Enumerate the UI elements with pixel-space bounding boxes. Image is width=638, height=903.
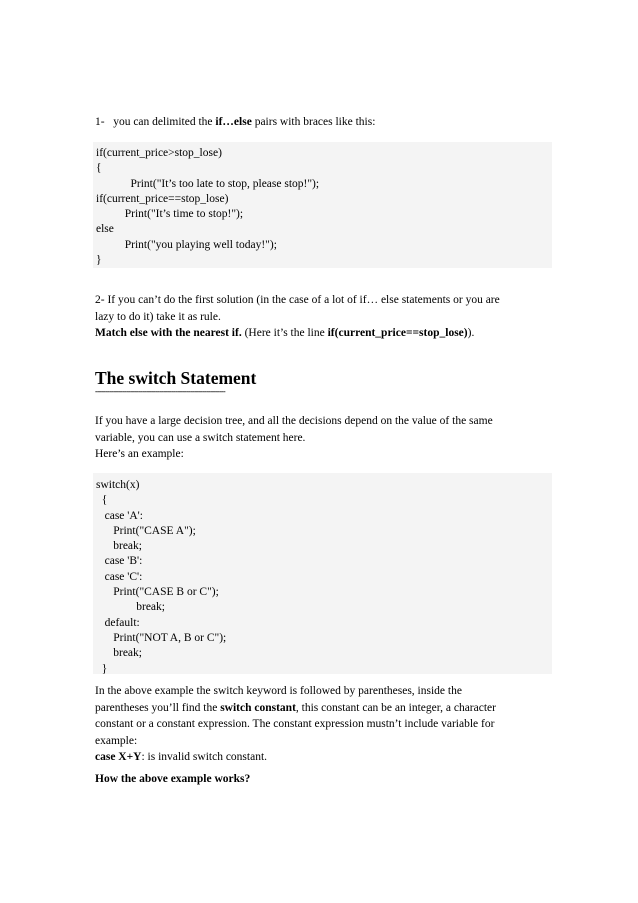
code-line: break; xyxy=(96,647,142,660)
code-line: if(current_price>stop_lose) xyxy=(96,147,222,159)
rule-code-bold: if(current_price==stop_lose) xyxy=(327,327,468,339)
code-line: break; xyxy=(96,601,165,614)
item-1-suffix: pairs with braces like this: xyxy=(251,116,376,128)
code-line: { xyxy=(96,162,102,175)
code-line: case 'A': xyxy=(96,509,143,522)
code-block-1 xyxy=(93,142,552,268)
explain-line-2 xyxy=(95,700,555,717)
item-2-line-1: 2- If you can’t do the first solution (in the case of a lot of if… else statements or you are xyxy=(95,294,500,306)
item-2-line-3 xyxy=(95,325,555,342)
intro-line-2: variable, you can use a switch statement here. xyxy=(95,431,306,444)
explain-line-3: constant or a constant expression. The constant expression mustn’t include variable for xyxy=(95,718,495,730)
code-line: break; xyxy=(96,540,142,553)
code-line: } xyxy=(96,254,102,267)
rule-text: (Here it’s the line xyxy=(241,327,328,339)
how-it-works-heading: How the above example works? xyxy=(95,773,251,785)
explain-line-2-b: , this constant can be an integer, a character xyxy=(295,701,496,714)
code-line: case 'C': xyxy=(96,570,143,583)
switch-constant-bold: switch constant xyxy=(220,701,296,714)
explain-line-5-rest: : is invalid switch constant. xyxy=(141,751,268,763)
item-1-text xyxy=(95,115,375,130)
code-line: Print("It’s too late to stop, please stop!"); xyxy=(96,177,320,190)
code-line: switch(x) xyxy=(96,479,140,491)
explain-line-2-a: parentheses you’ll find the xyxy=(95,701,221,714)
rule-bold: Match else with the nearest if. xyxy=(95,327,242,339)
code-line: Print("It’s time to stop!"); xyxy=(96,208,244,221)
intro-line-1: If you have a large decision tree, and all the decisions depend on the value of the same xyxy=(95,415,493,427)
code-line: case 'B': xyxy=(96,555,143,568)
rule-end: ). xyxy=(467,327,475,339)
code-line: } xyxy=(96,662,108,675)
code-line: Print("NOT A, B or C"); xyxy=(96,631,227,644)
explain-line-4: example: xyxy=(95,734,138,747)
section-underline: --------------------------------------------------------------- xyxy=(95,387,226,396)
code-line: default: xyxy=(96,616,140,629)
explanation-paragraph xyxy=(95,683,555,766)
code-line: Print("CASE B or C"); xyxy=(96,586,219,599)
item-2-line-2: lazy to do it) take it as rule. xyxy=(95,310,221,323)
explain-line-5 xyxy=(95,749,555,766)
item-1-bold: if…else xyxy=(215,116,252,128)
code-block-2 xyxy=(93,473,552,674)
item-1-prefix: 1- you can delimited the xyxy=(95,116,216,128)
intro-paragraph xyxy=(95,413,555,463)
code-line: { xyxy=(96,494,108,507)
code-line: else xyxy=(96,223,114,236)
explain-line-1: In the above example the switch keyword is followed by parentheses, inside the xyxy=(95,685,462,697)
item-2-paragraph xyxy=(95,292,555,342)
code-line: Print("you playing well today!"); xyxy=(96,238,277,251)
invalid-case-bold: case X+Y xyxy=(95,751,142,763)
code-line: if(current_price==stop_lose) xyxy=(96,192,229,205)
intro-line-3: Here’s an example: xyxy=(95,448,184,460)
section-title: The switch Statement xyxy=(95,368,257,388)
code-line: Print("CASE A"); xyxy=(96,524,196,537)
